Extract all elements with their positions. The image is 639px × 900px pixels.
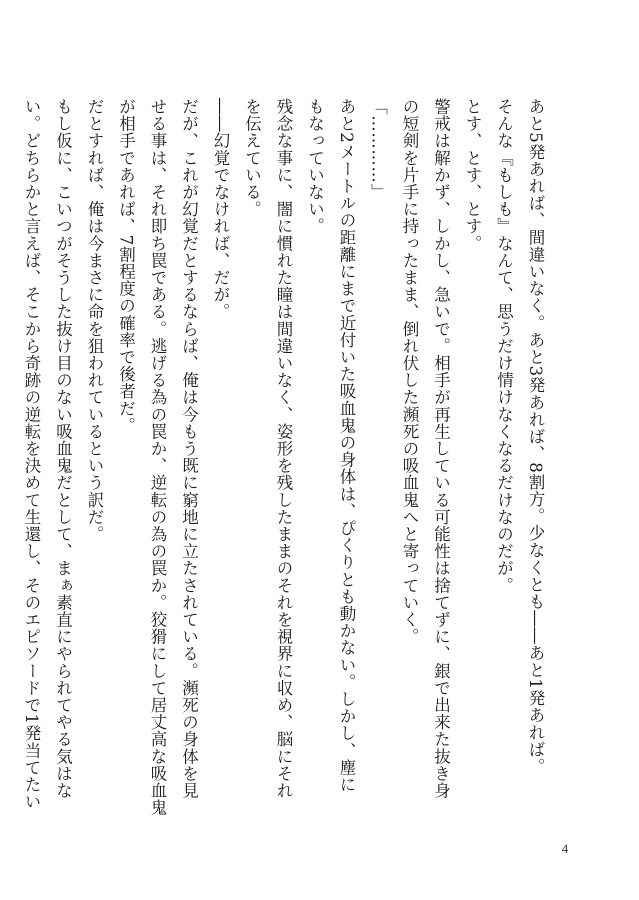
page-number: 4 [561, 841, 569, 856]
text-line: 警戒は解かず、しかし、急いで。相手が再生している可能性は捨てずに、銀で出来た抜き身 [431, 98, 451, 800]
text-line: の短剣を片手に持ったまま、倒れ伏した瀕死の吸血鬼へと寄っていく。 [400, 98, 419, 646]
vertical-text-body [16, 98, 552, 817]
text-line: 残念な事に、闇に慣れた瞳は間違いなく、姿形を残したままのそれを視界に収め、脳にそれ [274, 98, 293, 800]
text-line: だとすれば、俺は今まさに命を狙われているという訳だ。 [85, 98, 104, 543]
text-line: を伝えている。 [242, 98, 262, 218]
text-line: 「…………」 [368, 98, 388, 201]
text-line: だが、これが幻覚だとするならば、俺は今もう既に窮地に立たされている。瀕死の身体を見 [179, 98, 199, 800]
text-line: そんな『もしも』なんて、思うだけ情けなくなるだけなのだが。 [494, 98, 514, 594]
text-line: ――幻覚でなければ、だが。 [211, 98, 230, 321]
text-line: もし仮に、こいつがそうした抜け目のない吸血鬼だとして、まぁ素直にやられてやる気はな [53, 98, 73, 800]
text-line: とす、とす、とす。 [463, 98, 482, 252]
text-line: あと5発あれば、間違いなく。あと3発あれば、8割方。少なくとも――あと1発あれば。 [526, 98, 545, 776]
text-line: せる事は、それ即ち罠である。逃げる為の罠か、逆転の為の罠か。狡猾にして居丈高な吸血鬼 [148, 98, 167, 817]
text-line: い。どちらかと言えば、そこから奇跡の逆転を決めて生還し、そのエピソードで1発当てたい [22, 98, 41, 811]
text-line: が相手であれば、7割程度の確率で後者だ。 [116, 98, 136, 434]
text-line: あと2メートルの距離にまで近付いた吸血鬼の身体は、ぴくりとも動かない。しかし、塵に [337, 98, 356, 794]
text-line: もなっていない。 [305, 98, 325, 235]
